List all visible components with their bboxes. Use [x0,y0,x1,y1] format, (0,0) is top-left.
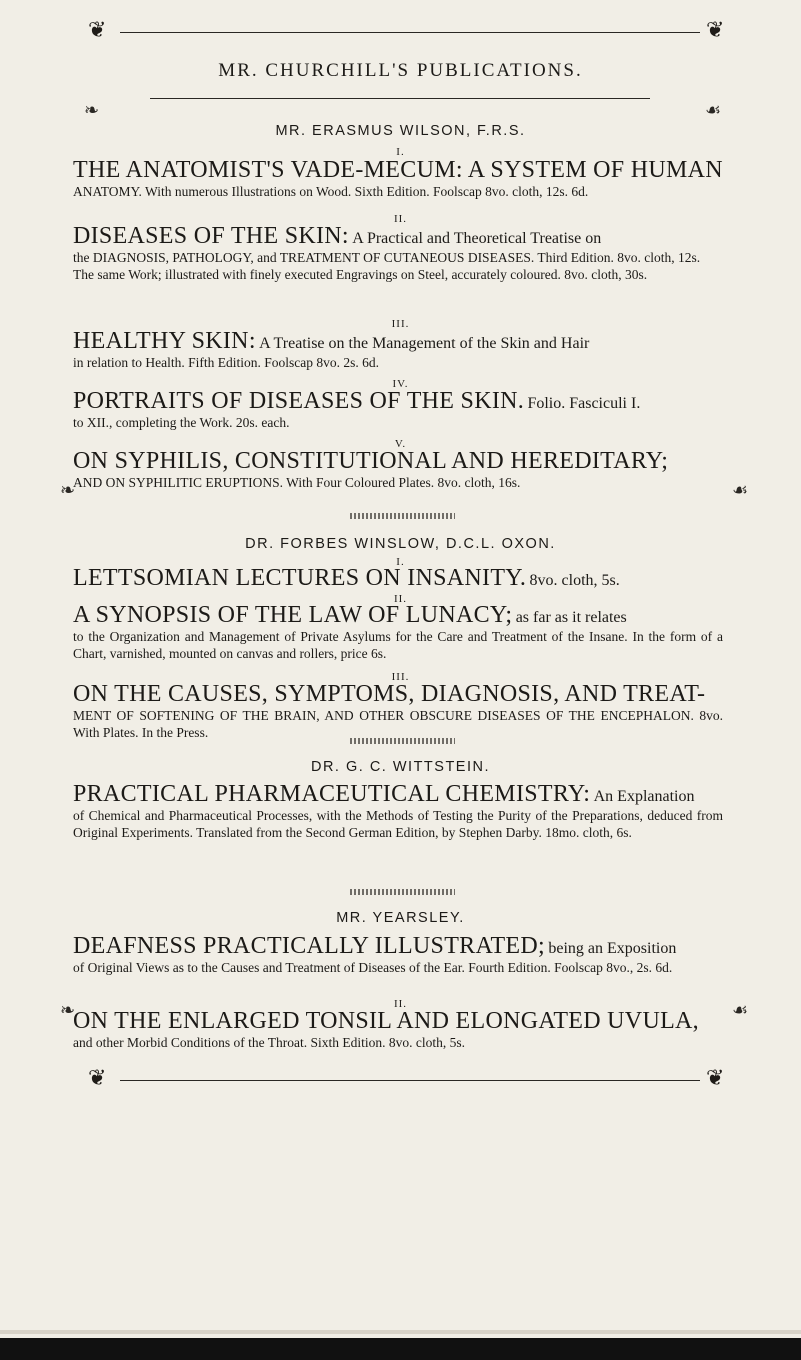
ornament-flourish-icon: ❦ [706,1066,725,1091]
publication-entry [73,682,723,741]
vine-border-icon: ☙ [705,100,722,121]
vine-border-icon: ❧ [60,480,76,501]
author-heading: MR. ERASMUS WILSON, F.R.S. [275,123,526,139]
entry-description: the DIAGNOSIS, PATHOLOGY, and TREATMENT OF CUTANEOUS DISEASES. Third Edition. 8vo. cloth, 12s. [73,250,701,265]
entry-subtitle: being an Exposition [548,940,677,957]
entry-description: in relation to Health. Fifth Edition. Foolscap 8vo. 2s. 6d. [73,355,379,370]
author-heading: MR. YEARSLEY. [336,910,465,926]
entry-description: of Original Views as to the Causes and Treatment of Diseases of the Ear. Fourth Edition. Foolscap 8vo., 2s. 6d. [73,960,673,975]
publication-entry [73,449,723,491]
page-header: MR. CHURCHILL'S PUBLICATIONS. [218,60,583,81]
section-divider [350,889,455,895]
vine-border-icon: ❧ [84,100,100,121]
section-divider [350,738,455,744]
entry-description: AND ON SYPHILITIC ERUPTIONS. With Four Coloured Plates. 8vo. cloth, 16s. [73,475,521,490]
author-heading: DR. G. C. WITTSTEIN. [310,759,491,775]
vine-border-icon: ❧ [60,1000,76,1021]
entry-number: II. [393,593,408,605]
entry-subtitle: A Treatise on the Management of the Skin and Hair [259,335,590,352]
entry-title: LETTSOMIAN LECTURES ON INSANITY. [73,565,527,591]
publication-entry [73,1009,723,1051]
entry-number: III. [391,318,410,330]
entry-subtitle: 8vo. cloth, 5s. [529,572,620,589]
entry-subtitle: A Practical and Theoretical Treatise on [352,230,602,247]
entry-title: PRACTICAL PHARMACEUTICAL CHEMISTRY: [73,781,591,807]
publication-entry [73,389,723,431]
entry-description: ANATOMY. With numerous Illustrations on Wood. Sixth Edition. Foolscap 8vo. cloth, 12s. 6d. [73,184,589,199]
entry-number: I. [396,556,405,568]
section-divider [350,513,455,519]
ornament-flourish-icon: ❦ [706,18,725,43]
entry-description: to the Organization and Management of Private Asylums for the Care and Treatment of the Insane. In the form of a Chart, varnished, mounted on canvas and rollers, price 6s. [73,629,723,661]
entry-subtitle: as far as it relates [515,609,627,626]
scan-edge-line [0,1330,801,1334]
entry-title: A SYNOPSIS OF THE LAW OF LUNACY; [73,602,513,628]
ornament-flourish-icon: ❦ [88,1066,107,1091]
entry-description: of Chemical and Pharmaceutical Processes, with the Methods of Testing the Purity of the Preparations, deduced from Original Experiments. Translated from the Second German Edition, by Stephen Darby. 18mo. cloth, 6s. [73,808,723,840]
entry-title: ON SYPHILIS, CONSTITUTIONAL AND HEREDITARY; [73,448,669,474]
vine-border-icon: ☙ [732,480,749,501]
entry-description: to XII., completing the Work. 20s. each. [73,415,290,430]
entry-number: IV. [392,378,409,390]
publication-entry [73,158,723,200]
entry-title: HEALTHY SKIN: [73,328,256,354]
entry-title: DEAFNESS PRACTICALLY ILLUSTRATED; [73,933,545,959]
entry-note: The same Work; illustrated with finely executed Engravings on Steel, accurately coloured. 8vo. cloth, 30s. [73,267,648,282]
publication-entry [73,329,723,371]
entry-number: III. [391,671,410,683]
entry-title: PORTRAITS OF DISEASES OF THE SKIN. [73,388,525,414]
entry-number: II. [393,998,408,1010]
entry-number: II. [393,213,408,225]
author-heading: DR. FORBES WINSLOW, D.C.L. OXON. [245,536,556,552]
entry-title: ON THE CAUSES, SYMPTOMS, DIAGNOSIS, AND TREAT- [73,681,706,707]
publication-entry [73,603,723,662]
top-rule [120,32,700,33]
scan-edge-band [0,1338,801,1360]
publication-entry [73,934,723,976]
header-rule [150,98,650,99]
entry-title: DISEASES OF THE SKIN: [73,223,349,249]
entry-number: I. [396,146,405,158]
entry-subtitle: An Explanation [593,788,695,805]
entry-description: and other Morbid Conditions of the Throat. Sixth Edition. 8vo. cloth, 5s. [73,1035,465,1050]
ornament-flourish-icon: ❦ [88,18,107,43]
entry-title: THE ANATOMIST'S VADE-MECUM: A SYSTEM OF HUMAN [73,157,723,183]
publication-entry [73,566,723,591]
entry-description: MENT OF SOFTENING OF THE BRAIN, AND OTHER OBSCURE DISEASES OF THE ENCEPHALON. 8vo. With Plates. In the Press. [73,708,723,740]
vine-border-icon: ☙ [732,1000,749,1021]
entry-title: ON THE ENLARGED TONSIL AND ELONGATED UVULA, [73,1008,699,1034]
publication-entry [73,224,723,283]
entry-subtitle: Folio. Fasciculi I. [527,395,641,412]
entry-number: V. [394,438,407,450]
publication-entry [73,782,723,841]
bottom-rule [120,1080,700,1081]
